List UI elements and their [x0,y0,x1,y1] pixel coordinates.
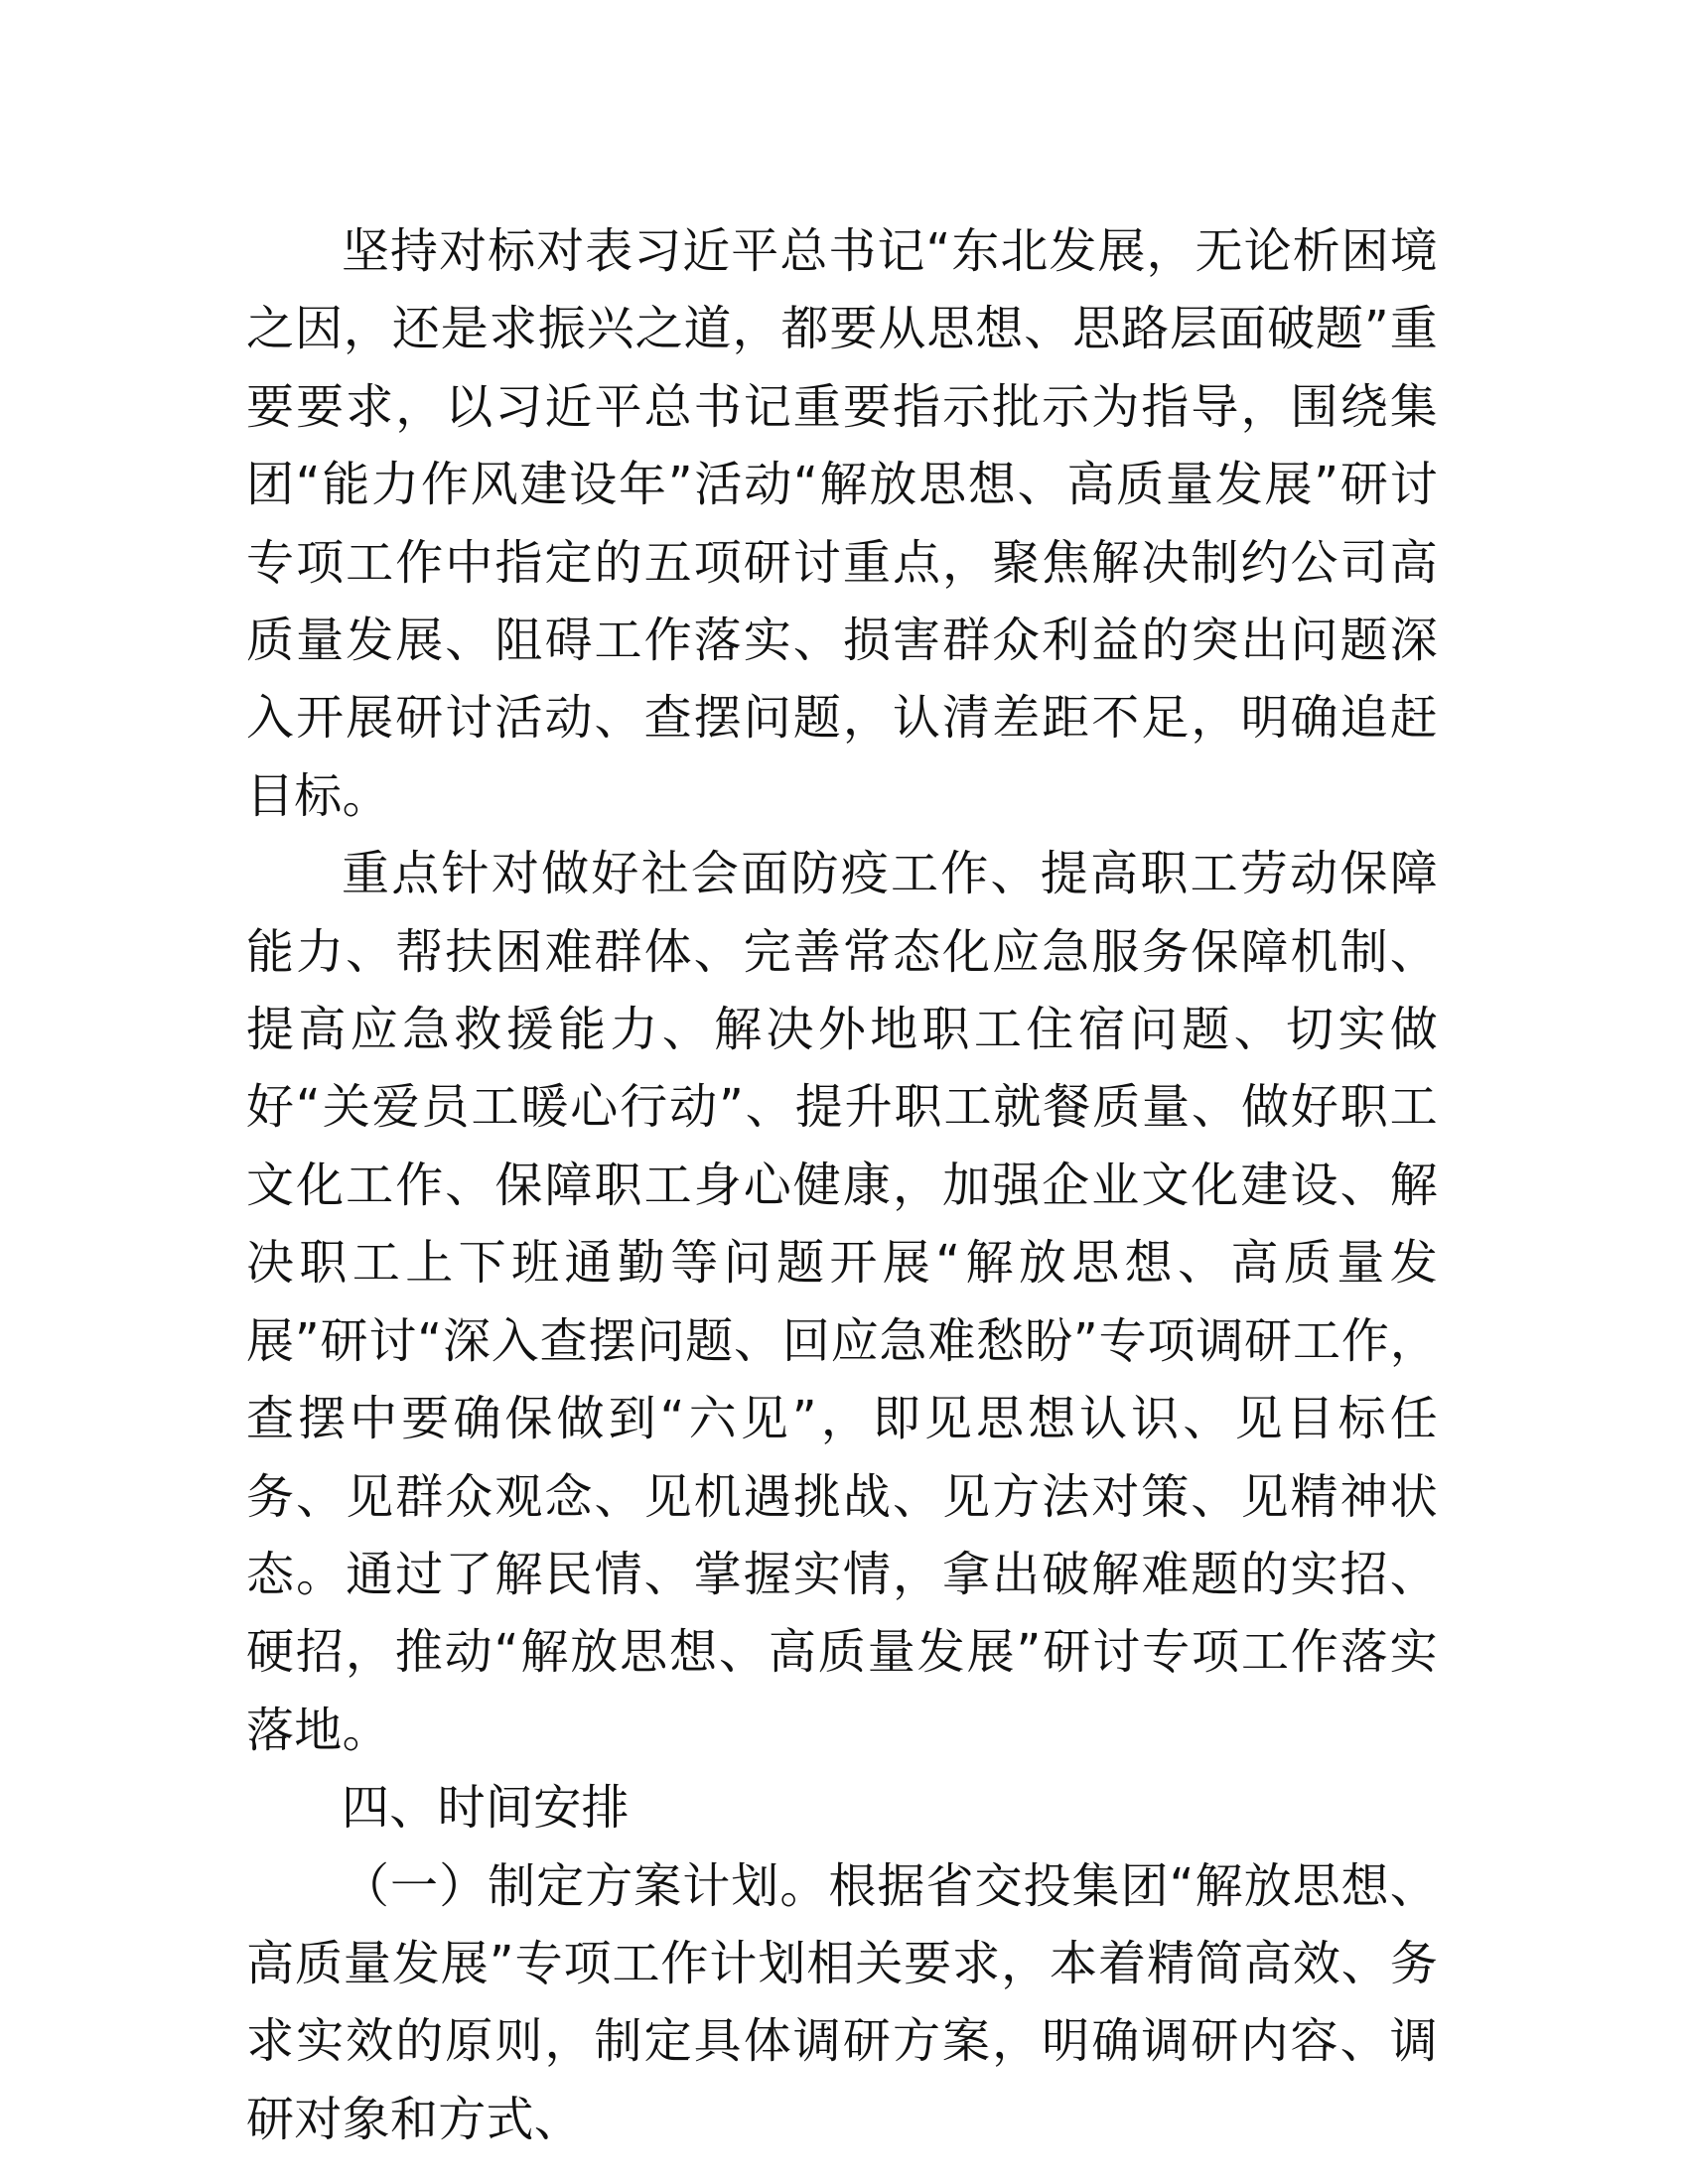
paragraph-focus-areas: 重点针对做好社会面防疫工作、提高职工劳动保障能力、帮扶困难群体、完善常态化应急服务保障机制、提高应急救援能力、解决外地职工住宿问题、切实做好“关爱员工暖心行动”、提升职工就餐质量、做好职工文化工作、保障职工身心健康，加强企业文化建设、解决职工上下班通勤等问题开展“解放思想、高质量发展”研讨“深入查摆问题、回应急难愁盼”专项调研工作，查摆中要确保做到“六见”，即见思想认识、见目标任务、见群众观念、见机遇挑战、见方法对策、见精神状态。通过了解民情、掌握实情，拿出破解难题的实招、硬招，推动“解放思想、高质量发展”研讨专项工作落实落地。 [246,846,1438,1758]
paragraph-commitment: 坚持对标对表习近平总书记“东北发展，无论析困境之因，还是求振兴之道，都要从思想、思路层面破题”重要要求，以习近平总书记重要指示批示为指导，围绕集团“能力作风建设年”活动“解放思想、高质量发展”研讨专项工作中指定的五项研讨重点，聚焦解决制约公司高质量发展、阻碍工作落实、损害群众利益的突出问题深入开展研讨活动、查摆问题，认清差距不足，明确追赶目标。 [246,223,1438,824]
section-heading-schedule: 四、时间安排 [342,1780,630,1837]
document-body [246,212,1438,2158]
paragraph-plan: （一）制定方案计划。根据省交投集团“解放思想、高质量发展”专项工作计划相关要求，本着精简高效、务求实效的原则，制定具体调研方案，明确调研内容、调研对象和方式、 [246,1857,1438,2147]
